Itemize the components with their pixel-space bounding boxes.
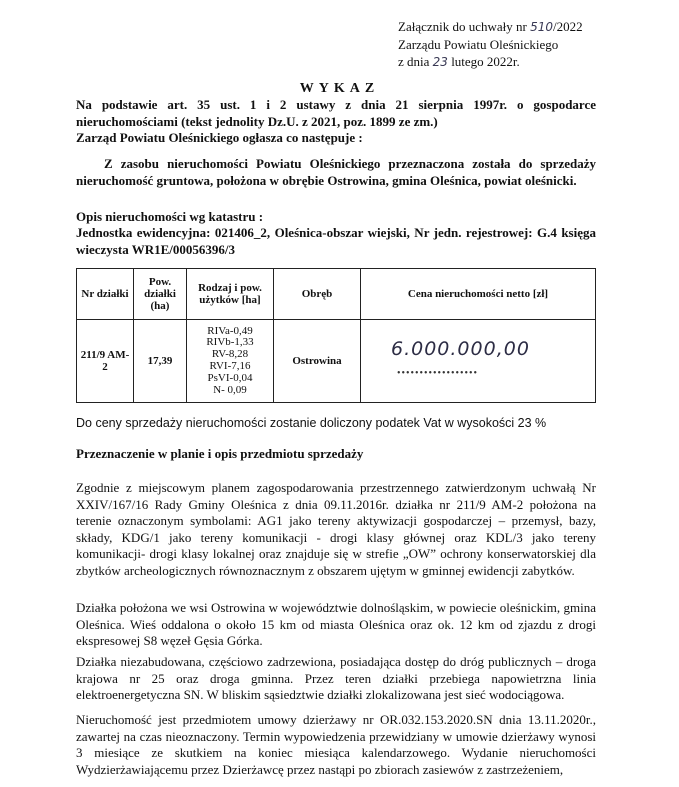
col-header-precinct: Obręb [274,269,361,320]
section-title: Przeznaczenie w planie i opis przedmiotu sprzedaży [76,446,364,461]
location-paragraph: Działka położona we wsi Ostrowina w województwie dolnośląskim, w powiecie oleśnickim, gmina Oleśnica. Wieś oddalona o około 15 km od miasta Oleśnica oraz ok. 12 km od zjazdu z drogi ekspresowej S8 węzeł Gęsia Górka. [76,600,596,648]
header-line-resolution [398,18,583,36]
col-header-price: Cena nieruchomości netto [zł] [361,269,596,320]
land-use-item: PsVI-0,04 [207,371,253,384]
cadastre-unit: Jednostka ewidencyjna: 021406_2, Oleśnica-obszar wiejski, Nr jedn. rejestrowej: G.4 księga wieczysta WR1E/00056396/3 [76,225,596,257]
legal-basis-text: Na podstawie art. 35 ust. 1 i 2 ustawy z dnia 21 sierpnia 1997r. o gospodarce nieruchomościami (tekst jednolity Dz.U. z 2021, poz. 1899 ze zm.) [76,97,596,129]
cell-precinct: Ostrowina [274,320,361,403]
land-use-item: N- 0,09 [213,383,247,396]
announcement-line: Zarząd Powiatu Oleśnickiego ogłasza co następuje : [76,130,363,145]
legal-basis [76,97,596,147]
attachment-header [398,18,583,71]
document-title: WYKAZ [299,81,380,96]
lease-paragraph: Nieruchomość jest przedmiotem umowy dzierżawy nr OR.032.153.2020.SN dnia 13.11.2020r., zawartej na czas nieoznaczony. Termin wypowiedzenia przewidziany w umowie dzierżawy wynosi 3 miesiące ze skutkiem na koniec miesiąca kalendarzowego. Wydanie nieruchomości Wydzierżawiającemu przez Dzierżawcę przez nastąpi po zbiorach zasiewów z zastrzeżeniem, [76,712,596,777]
cell-price [361,320,596,403]
cell-land-use [187,320,274,403]
land-use-item: RIVb-1,33 [206,336,254,349]
col-header-plot-number: Nr działki [77,269,134,320]
handwritten-number: 510 [530,20,554,34]
table-row [77,320,596,403]
dotted-line: •••••••••••••••••• [397,368,479,379]
header-text: lutego 2022r. [447,54,520,69]
header-text: Załącznik do uchwały nr [398,19,531,34]
header-line-date [398,53,583,71]
property-table [76,268,596,403]
land-use-item: RV-8,28 [211,348,249,361]
cadastre-label: Opis nieruchomości wg katastru : [76,209,264,224]
header-text: /2022 [553,19,583,34]
cell-plot-number: 211/9 AM-2 [77,320,134,403]
description-paragraph: Działka niezabudowana, częściowo zadrzewiona, posiadająca dostęp do dróg publicznych – droga krajowa nr 25 oraz droga gminna. Przez teren działki przebiega napowietrzna linia elektroenergetyczna SN. W bliskim sąsiedztwie działki zlokalizowana jest sieć wodociągowa. [76,654,596,702]
land-use-item: RVI-7,16 [209,360,251,372]
table-header-row [77,269,596,320]
price-area [363,321,593,401]
col-header-area: Pow. działki (ha) [134,269,187,320]
col-header-land-use: Rodzaj i pow. użytków [ha] [187,269,274,320]
land-use-item: RIVa-0,49 [207,324,253,337]
cell-area: 17,39 [134,320,187,403]
header-text: z dnia [398,54,433,69]
purpose-paragraph: Z zasobu nieruchomości Powiatu Oleśnickiego przeznaczona została do sprzedaży nieruchomość gruntowa, położona w obrębie Ostrowina, gmina Oleśnica, powiat oleśnicki. [76,156,596,188]
handwritten-day: 23 [432,55,448,69]
handwritten-price: 6.000.000,00 [391,338,530,360]
vat-note: Do ceny sprzedaży nieruchomości zostanie doliczony podatek Vat w wysokości 23 % [76,416,547,430]
zoning-paragraph: Zgodnie z miejscowym planem zagospodarowania przestrzennego zatwierdzonym uchwałą Nr XXIV/167/16 Rady Gminy Oleśnica z dnia 09.11.2016r. działka nr 211/9 AM-2 położona na terenie oznaczonym symbolami: AG1 jako tereny aktywizacji gospodarczej – przemysł, bazy, składy, KDG/1 jako tereny komunikacji - drogi klasy głównej oraz KDL/3 jako tereny komunikacji- drogi klasy lokalnej oraz znajduje się w strefie „OW” ochrony konserwatorskiej dla zbytków archeologicznych równoznacznym z obszarem ujętym w gminnej ewidencji zabytków. [76,480,596,578]
header-line-board: Zarządu Powiatu Oleśnickiego [398,37,559,52]
